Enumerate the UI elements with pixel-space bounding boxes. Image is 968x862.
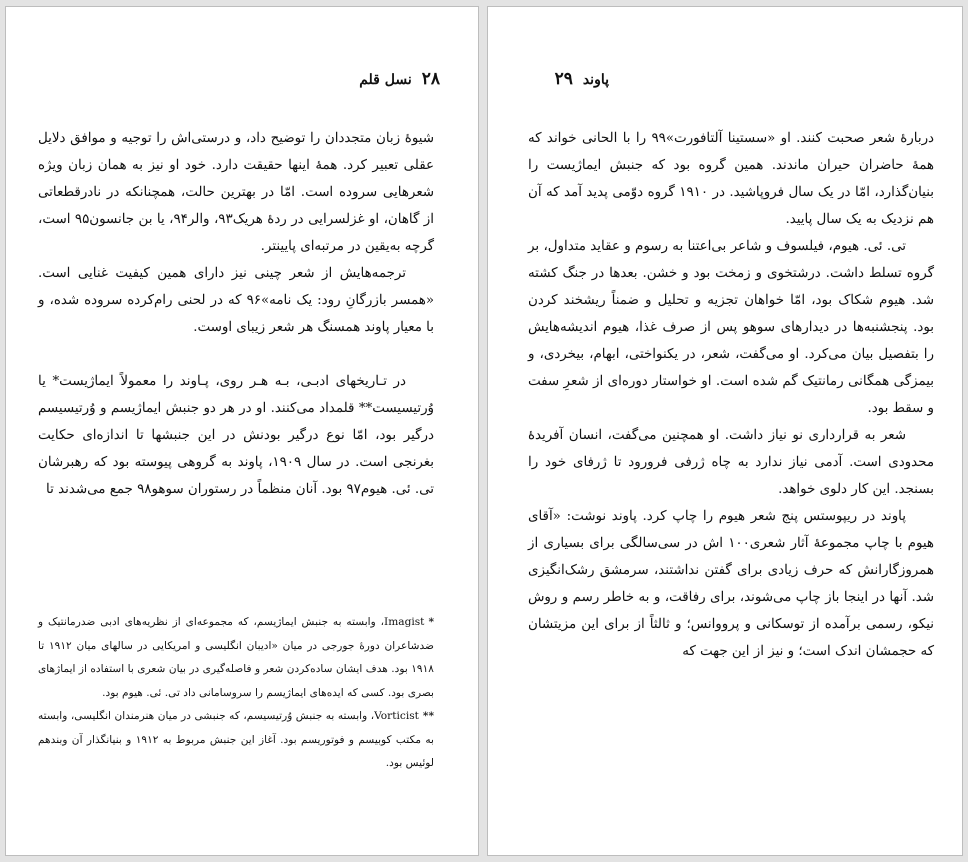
- page-header: [359, 67, 440, 91]
- footnote: [38, 611, 434, 705]
- paragraph: شیوهٔ زبان متجددان را توضیح داد، و درستی‌اش را توجیه و موافق دلایل عقلی تعبیر کرد. همهٔ اینها حقیقت دارد. خود او نیز به همان زبان ویژه شعرهایی سروده است. امّا در بهترین حالت، همچنانکه در نادرقطعاتی از گاهان، او غزلسرایی در ردهٔ هریک۹۳، والر۹۴، یا بن جانسون۹۵ است، گرچه به‌یقین در مرتبه‌ای پایینتر.: [38, 131, 434, 254]
- paragraph: ترجمه‌هایش از شعر چینی نیز دارای همین کیفیت غنایی است. «همسر بازرگانِ رود: یک نامه»۹۶ که در لحنی رام‌کرده سروده شده، و با معیار پاوند همسنگ هر شعر زیبای اوست.: [38, 266, 435, 335]
- footnote-mark: *: [428, 616, 434, 628]
- paragraph: شعر به قرارداری نو نیاز داشت. او همچنین می‌گفت، انسان آفریدهٔ محدودی است. آدمی نیاز ندارد به چاه ژرفی فرورود تا ژرفای خود را بسنجد. این کار دلوی خواهد.: [528, 428, 934, 497]
- footnote-text: Vorticist، وابسته به جنبش وُرتیسیسم، که جنبشی در میان هنرمندان انگلیسی، وابسته به مکتب کوبیسم و فوتوریسم بود. آغاز این جنبش مربوط به ۱۹۱۲ و بنیانگذار آن وبندهم لوئیس بود.: [38, 710, 434, 769]
- body-text: [528, 125, 934, 665]
- paragraph: در تـاریخهای ادبـی، بـه هـر روی، پـاوند را معمولاً ایماژیست* یا وُرتیسیست** قلمداد می‌کنند. او در هر دو جنبش ایماژیسم و وُرتیسیسم درگیر بود، امّا نوع درگیر بودنش در این جنبشها تا اندازه‌ای حکایت بغرنجی است. در سال ۱۹۰۹، پاوند به گروهی پیوسته بود که رهبرشان تی. ئی. هیوم۹۷ بود. آنان منظماً در رستوران سوهو۹۸ جمع می‌شدند تا: [38, 374, 434, 497]
- page-number: ۲۸: [421, 69, 440, 89]
- page-header: [555, 67, 609, 91]
- footnote: [38, 705, 434, 776]
- body-text: [38, 125, 434, 503]
- paragraph: دربارهٔ شعر صحبت کنند. او «سستینا آلتافورت»۹۹ را با الحانی خواند که همهٔ حاضران حیران ماندند. همین گروه بود که جنبش ایماژیست را بنیان‌گذارد، امّا در یک سال فروپاشید. در ۱۹۱۰ گروه دوّمی پدید آمد که آن هم نزدیک به یک سال پایید.: [528, 131, 934, 227]
- running-title: پاوند: [582, 72, 609, 88]
- left-page: [5, 6, 479, 856]
- running-title: نسل قلم: [359, 72, 412, 88]
- footnotes: [38, 611, 434, 776]
- paragraph: تی. ئی. هیوم، فیلسوف و شاعر بی‌اعتنا به رسوم و عقاید متداول، بر گروه تسلط داشت. درشتخوی و زمخت بود و خشن. بعدها در جنگ کشته شد. هیوم شکاک بود، امّا خواهان تجزیه و تحلیل و ضمناً ریشخند کردن بود. پنجشنبه‌ها در دیدارهای سوهو پس از صرف غذا، هیوم اندیشه‌هایش را بتفصیل بیان می‌کرد. او می‌گفت، شعر، در یکنواختی، ابهام، بیخردی، و بیمزگی همگانی رمانتیک گم شده است. او خواستار دوره‌ای از شعرِ سفت و سقط بود.: [528, 239, 934, 416]
- page-number: ۲۹: [554, 69, 573, 89]
- footnote-text: Imagist، وابسته به جنبش ایماژیسم، که مجموعه‌ای از نظریه‌های ادبی ضدرمانتیک و ضدشاعران دورهٔ جورجی در میان «ادیبان انگلیسی و امریکایی در سالهای میان ۱۹۱۲ تا ۱۹۱۸ بود. هدف ایشان ساده‌کردن شعر و فاصله‌گیری در بیان شعری با استفاده از ایماژهای بصری بود. کسی که ایده‌های ایماژیسم را سروسامانی داد تی. ئی. هیوم بود.: [38, 616, 435, 699]
- footnote-mark: **: [422, 710, 434, 722]
- paragraph: پاوند در ریپوستس پنج شعر هیوم را چاپ کرد. پاوند نوشت: «آقای هیوم با چاپ مجموعهٔ آثار شعری۱۰۰ اش در سی‌سالگی برای بسیاری از همروزگارانش که حرف زیادی برای گفتن نداشتند، سرمشق رشک‌انگیزی شد. آنها در اینجا باز چاپ می‌شوند، برای رفاقت، و به خاطر رسم و روش نیکو، رسمی برآمده از توسکانی و پرووانس؛ و ثالثاً از برای این مزیتشان که حجمشان اندک است؛ و نیز از این جهت که: [528, 509, 934, 659]
- right-page: [487, 6, 963, 856]
